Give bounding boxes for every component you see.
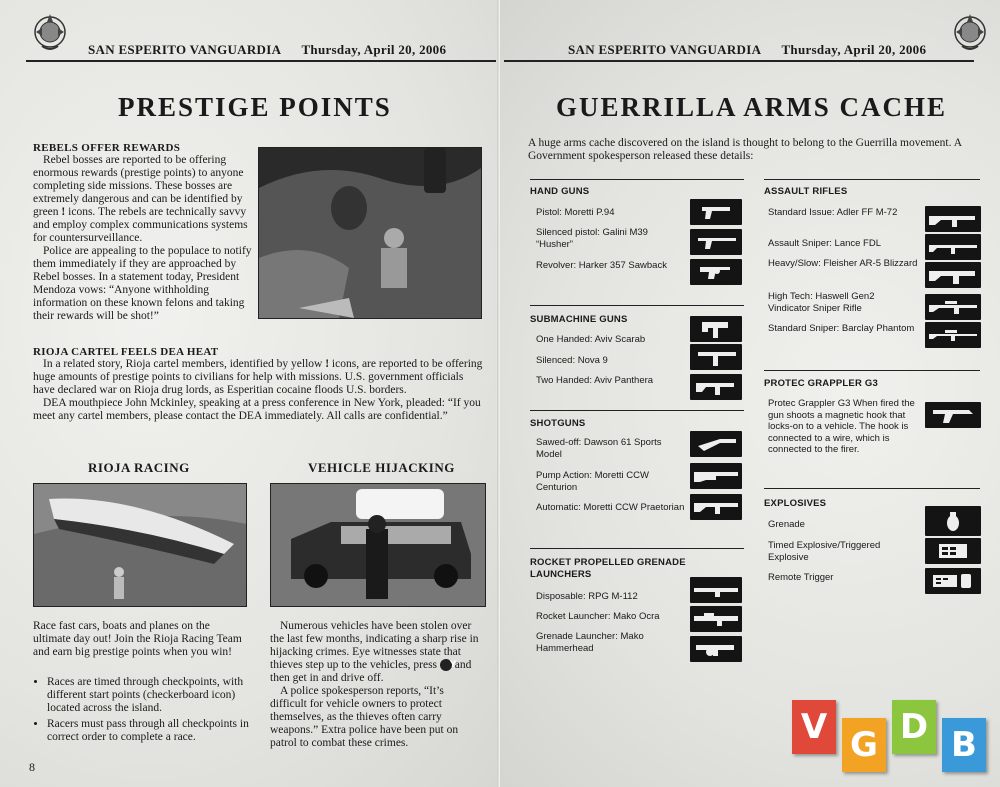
assault-sniper-icon (925, 234, 981, 260)
page-number-left: 8 (29, 760, 35, 774)
hijack-photo (270, 483, 486, 607)
rioja-article (33, 346, 485, 423)
rebels-paragraph-2: Police are appealing to the populace to notify them immediately if they are approached by Rebel bosses. In a statement today, President Mendoza vows: “Anyone withholding information on these known felons and taking their rewards will be shot!” (33, 245, 252, 322)
racing-photo (33, 483, 247, 607)
section-rule (530, 179, 744, 180)
weapon-item: Grenade (768, 519, 805, 530)
weapon-item: Disposable: RPG M-112 (536, 591, 638, 602)
rebels-paragraph-1: Rebel bosses are reported to be offering enormous rewards (prestige points) to anyone completing side missions. These bosses are extremely dangerous and can be identified by green ! icons. The rebels are technically savvy and employ complex communications systems for countersurveillance. (33, 154, 248, 244)
section-rule (530, 410, 744, 411)
hijack-paragraph-2: A police spokesperson reports, “It’s difficult for vehicle owners to protect themselves, as the thieves often carry weapons.” Extra police have been put on patrol to combat these crimes. (270, 685, 459, 749)
masthead-left (88, 42, 446, 58)
racing-text: Race fast cars, boats and planes on the ultimate day out! Join the Rioja Racing Team and earn big prestige points when you win! (33, 620, 242, 658)
weapon-item: Grenade Launcher: Mako Hammerhead (536, 631, 644, 654)
heavy-rifle-icon (925, 262, 981, 288)
grenade-icon (925, 506, 981, 536)
grenade-launcher-icon (690, 636, 742, 662)
two-handed-smg-icon (690, 374, 742, 400)
y-button-icon: Y (440, 659, 452, 671)
logo-tile: D (892, 700, 936, 754)
category-handguns: HAND GUNS (530, 186, 590, 197)
silenced-pistol-icon (690, 229, 742, 255)
section-rule (530, 305, 744, 306)
category-rifles: ASSAULT RIFLES (764, 186, 848, 197)
category-smg: SUBMACHINE GUNS (530, 314, 628, 325)
intro-text: A huge arms cache discovered on the island is thought to belong to the Guerrilla movement. A Government spokesperson released these details: (528, 137, 962, 162)
issue-date: Thursday, April 20, 2006 (301, 42, 447, 57)
hijack-article (270, 620, 482, 750)
masthead-rule (26, 60, 496, 62)
weapon-item: Sawed-off: Dawson 61 Sports Model (536, 437, 662, 460)
sniper-rifle-icon (925, 322, 981, 348)
smg-icon (690, 316, 742, 342)
logo-tile: V (792, 700, 836, 754)
masthead-right (568, 42, 926, 58)
paper-name: SAN ESPERITO VANGUARDIA (568, 42, 761, 57)
sawed-off-shotgun-icon (690, 431, 742, 457)
hijack-title: VEHICLE HIJACKING (308, 460, 455, 475)
silenced-smg-icon (690, 344, 742, 370)
high-tech-rifle-icon (925, 294, 981, 320)
paper-name: SAN ESPERITO VANGUARDIA (88, 42, 281, 57)
weapon-item: Silenced pistol: Galini M39 “Husher” (536, 227, 648, 250)
weapon-item: Standard Issue: Adler FF M-72 (768, 207, 898, 218)
grappler-description: Protec Grappler G3 When fired the gun shoots a magnetic hook that locks-on to a vehicle. The hook is connected to a wire, which is connected to the firer. (768, 398, 915, 455)
exclamation-icon: ! (61, 206, 66, 218)
category-shotguns: SHOTGUNS (530, 418, 586, 429)
weapon-item: Timed Explosive/Triggered Explosive (768, 540, 881, 563)
auto-shotgun-icon (690, 494, 742, 520)
rebel-boss-photo (258, 147, 482, 319)
right-page (500, 0, 1000, 787)
rebels-headline: REBELS OFFER REWARDS (33, 142, 181, 154)
logo-tile: B (942, 718, 986, 772)
weapon-item: Automatic: Moretti CCW Praetorian (536, 502, 685, 513)
page-title: GUERRILLA ARMS CACHE (556, 92, 948, 122)
section-rule (530, 548, 744, 549)
category-grappler: PROTEC GRAPPLER G3 (764, 378, 878, 389)
timed-explosive-icon (925, 538, 981, 564)
list-item: • Races are timed through checkpoints, with different start points (checkerboard icon) located across the island. (47, 676, 257, 715)
rioja-paragraph-2: DEA mouthpiece John Mckinley, speaking at a press conference in New York, pleaded: “If you meet any cartel members, please contact the DEA immediately. All calls are confidential.” (33, 397, 481, 422)
weapon-item: Revolver: Harker 357 Sawback (536, 260, 667, 271)
crest-icon (950, 10, 990, 54)
weapon-item: Heavy/Slow: Fleisher AR-5 Blizzard (768, 258, 918, 269)
pump-shotgun-icon (690, 463, 742, 489)
weapon-item: Two Handed: Aviv Panthera (536, 375, 654, 386)
list-item: • Racers must pass through all checkpoints in correct order to complete a race. (47, 718, 257, 744)
category-explosives: EXPLOSIVES (764, 498, 827, 509)
section-rule (764, 179, 980, 180)
hijack-paragraph-1: Numerous vehicles have been stolen over the last few months, indicating a sharp rise in hijacking crimes. Eye witnesses state that thieves step up to the vehicles, press Y and then get in and drive off. (270, 620, 479, 684)
page-title: PRESTIGE POINTS (118, 92, 392, 122)
rpg-icon (690, 577, 742, 603)
weapon-item: High Tech: Haswell Gen2 Vindicator Sniper Rifle (768, 291, 875, 314)
weapon-item: One Handed: Aviv Scarab (536, 334, 646, 345)
rioja-paragraph-1: In a related story, Rioja cartel members, identified by yellow ! icons, are reported to be offering huge amounts of prestige points to civilians for help with missions. U.S. government officials have declared war on Rioja drug lords, as Esperitian cocaine floods U.S. borders. (33, 358, 483, 396)
crest-icon (30, 10, 70, 54)
section-rule (764, 370, 980, 371)
pistol-icon (690, 199, 742, 225)
rebels-article (33, 142, 255, 323)
racing-title: RIOJA RACING (88, 460, 190, 475)
revolver-icon (690, 259, 742, 285)
weapon-item: Remote Trigger (768, 572, 834, 583)
weapon-item: Silenced: Nova 9 (536, 355, 608, 366)
logo-tile: G (842, 718, 886, 772)
section-rule (764, 488, 980, 489)
grappler-icon (925, 402, 981, 428)
weapon-item: Assault Sniper: Lance FDL (768, 238, 882, 249)
assault-rifle-icon (925, 206, 981, 232)
rocket-launcher-icon (690, 606, 742, 632)
rioja-headline: RIOJA CARTEL FEELS DEA HEAT (33, 346, 219, 358)
weapon-item: Rocket Launcher: Mako Ocra (536, 611, 660, 622)
masthead-rule (504, 60, 974, 62)
remote-trigger-icon (925, 568, 981, 594)
exclamation-icon: ! (325, 358, 330, 370)
category-rpg: ROCKET PROPELLED GRENADE LAUNCHERS (530, 557, 686, 580)
weapon-item: Pistol: Moretti P.94 (536, 207, 615, 218)
racing-bullets (33, 676, 257, 747)
weapon-item: Pump Action: Moretti CCW Centurion (536, 470, 649, 493)
weapon-item: Standard Sniper: Barclay Phantom (768, 323, 915, 334)
issue-date: Thursday, April 20, 2006 (781, 42, 927, 57)
